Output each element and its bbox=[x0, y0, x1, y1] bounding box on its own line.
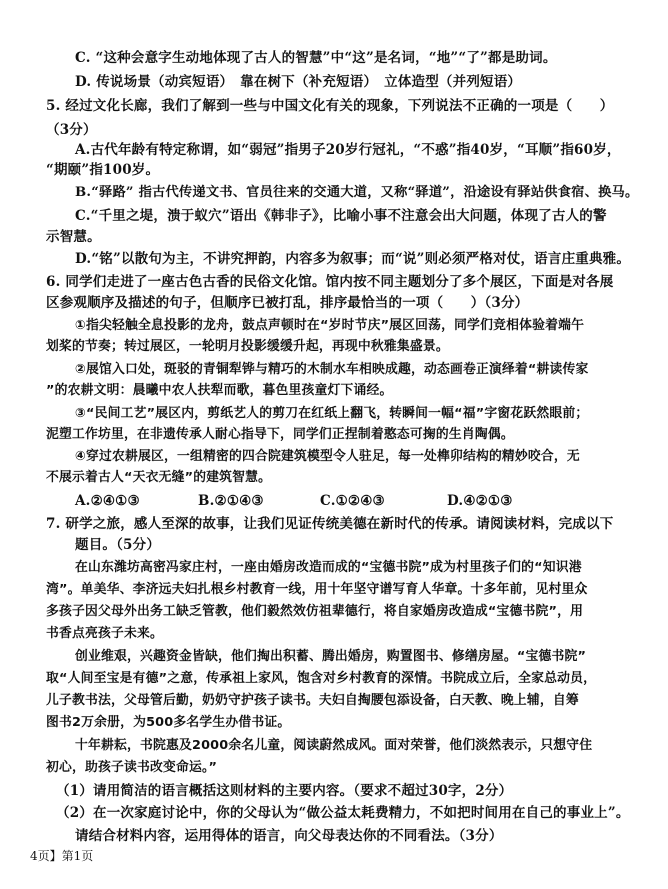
sentence-2: ②展馆入口处，斑驳的青铜犁铧与精巧的木制水车相映成趣，动态画卷正演绎着“耕读传家 bbox=[75, 362, 589, 377]
sentence-1: ①指尖轻触全息投影的龙舟，鼓点声顿时在“岁时节庆”展区回荡，同学们竞相体验着端午 bbox=[75, 318, 585, 333]
material-p3: 十年耕耘，书院惠及2000余名儿童，阅读蔚然成风。面对荣誉，他们淡然表示，只想守住 bbox=[75, 738, 593, 753]
option-a-q5-cont: “期颐”指100岁。 bbox=[46, 162, 160, 178]
sub-question-2: （2）在一次家庭讨论中，你的父母认为“做公益太耗费精力，不如把时间用在自己的事业上”。 bbox=[56, 805, 630, 821]
sub-question-1: （1）请用简洁的语言概括这则材料的主要内容。（要求不超过30字，2分） bbox=[56, 783, 513, 799]
sentence-1-cont: 划桨的节奏；转过展区，一轮明月投影缓缓升起，再现中秋雅集盛景。 bbox=[46, 339, 449, 354]
option-a-q6: A.②④①③ bbox=[75, 493, 140, 509]
option-a-q5: A.古代年龄有特定称谓，如“弱冠”指男子20岁行冠礼，“不惑”指40岁，“耳顺”指60岁， bbox=[75, 142, 621, 158]
option-c-q4: C. “这种会意字生动地体现了古人的智慧”中“这”是名词，“地”“了”都是助词。 bbox=[75, 50, 557, 66]
sentence-3-cont: 泥塑工作坊里，在非遗传承人耐心指导下，同学们正捏制着憨态可掬的生肖陶偶。 bbox=[46, 427, 514, 442]
material-p2-l2: 取“人间至宝是有德”之意，传承祖上家风，饱含对乡村教育的深情。书院成立后，全家总动员， bbox=[46, 671, 597, 686]
question-7-stem: 7. 研学之旅，感人至深的故事，让我们见证传统美德在新时代的传承。请阅读材料，完成以下 bbox=[46, 516, 614, 532]
option-c-q6: C.①②④③ bbox=[320, 493, 385, 509]
option-c-q5-cont: 示智慧。 bbox=[46, 229, 101, 245]
question-5-score: （3分） bbox=[46, 122, 97, 138]
question-5-stem: 5. 经过文化长廊，我们了解到一些与中国文化有关的现象，下列说法不正确的一项是（ ） bbox=[46, 98, 614, 114]
option-c-q5: C.“千里之堤，溃于蚁穴”语出《韩非子》，比喻小事不注意会出大问题，体现了古人的警 bbox=[75, 208, 607, 224]
material-p3-l2: 初心，助孩子读书改变命运。” bbox=[46, 760, 218, 775]
material-p2-l4: 图书2万余册，为500多名学生办借书证。 bbox=[46, 715, 291, 730]
question-6-stem: 6. 同学们走进了一座古色古香的民俗文化馆。馆内按不同主题划分了多个展区，下面是对各展 bbox=[46, 274, 614, 290]
material-p1-l2: 湾”。单美华、李济远夫妇扎根乡村教育一线，用十年坚守谱写育人华章。十多年前，见村里众 bbox=[46, 582, 588, 597]
option-b-q6: B.②①④③ bbox=[198, 493, 264, 509]
material-p2: 创业维艰，兴趣资金皆缺，他们掏出积蓄、腾出婚房，购置图书、修缮房屋。“宝德书院” bbox=[75, 649, 587, 664]
sentence-4: ④穿过农耕展区，一组精密的四合院建筑模型令人驻足，每一处榫卯结构的精妙咬合，无 bbox=[75, 449, 580, 464]
sentence-3: ③“民间工艺”展区内，剪纸艺人的剪刀在红纸上翻飞，转瞬间一幅“福”字窗花跃然眼前； bbox=[75, 406, 589, 421]
option-b-q5: B.“驿路” 指古代传递文书、官员往来的交通大道，又称“驿道”，沿途设有驿站供食宿、换马。 bbox=[75, 185, 639, 200]
material-p2-l3: 儿子教书法，父母管后勤，奶奶守护孩子读书。夫妇自掏腰包添设备，白天教、晚上辅，自筹 bbox=[46, 693, 579, 708]
question-7-stem-cont: 题目。（5分） bbox=[75, 537, 161, 553]
material-p1-l4: 书香点亮孩子未来。 bbox=[46, 626, 163, 641]
sentence-4-cont: 不展示着古人“天衣无缝”的建筑智慧。 bbox=[46, 470, 272, 485]
page-footer: 4页】第1页 bbox=[30, 849, 94, 863]
sentence-2-cont: ”的农耕文明：晨曦中农人扶犁而歌，暮色里孩童灯下诵经。 bbox=[46, 383, 393, 398]
option-d-q5: D.“铭”以散句为主，不讲究押韵，内容多为叙事；而“说”则必须严格对仗，语言庄重典雅。 bbox=[75, 251, 631, 267]
question-6-stem-cont: 区参观顺序及描述的句子，但顺序已被打乱，排序最恰当的一项（ ）（3分） bbox=[46, 295, 529, 311]
material-p1-l3: 多孩子因父母外出务工缺乏管教，他们毅然效仿祖辈德行，将自家婚房改造成“宝德书院”，用 bbox=[46, 604, 584, 619]
sub-question-2-cont: 请结合材料内容，运用得体的语言，向父母表达你的不同看法。（3分） bbox=[75, 828, 503, 844]
option-d-q6: D.④②①③ bbox=[447, 493, 513, 509]
option-d-q4: D. 传说场景（动宾短语） 靠在树下（补充短语） 立体造型（并列短语） bbox=[75, 74, 522, 90]
material-p1: 在山东潍坊高密冯家庄村，一座由婚房改造而成的“宝德书院”成为村里孩子们的“知识港 bbox=[75, 560, 582, 575]
